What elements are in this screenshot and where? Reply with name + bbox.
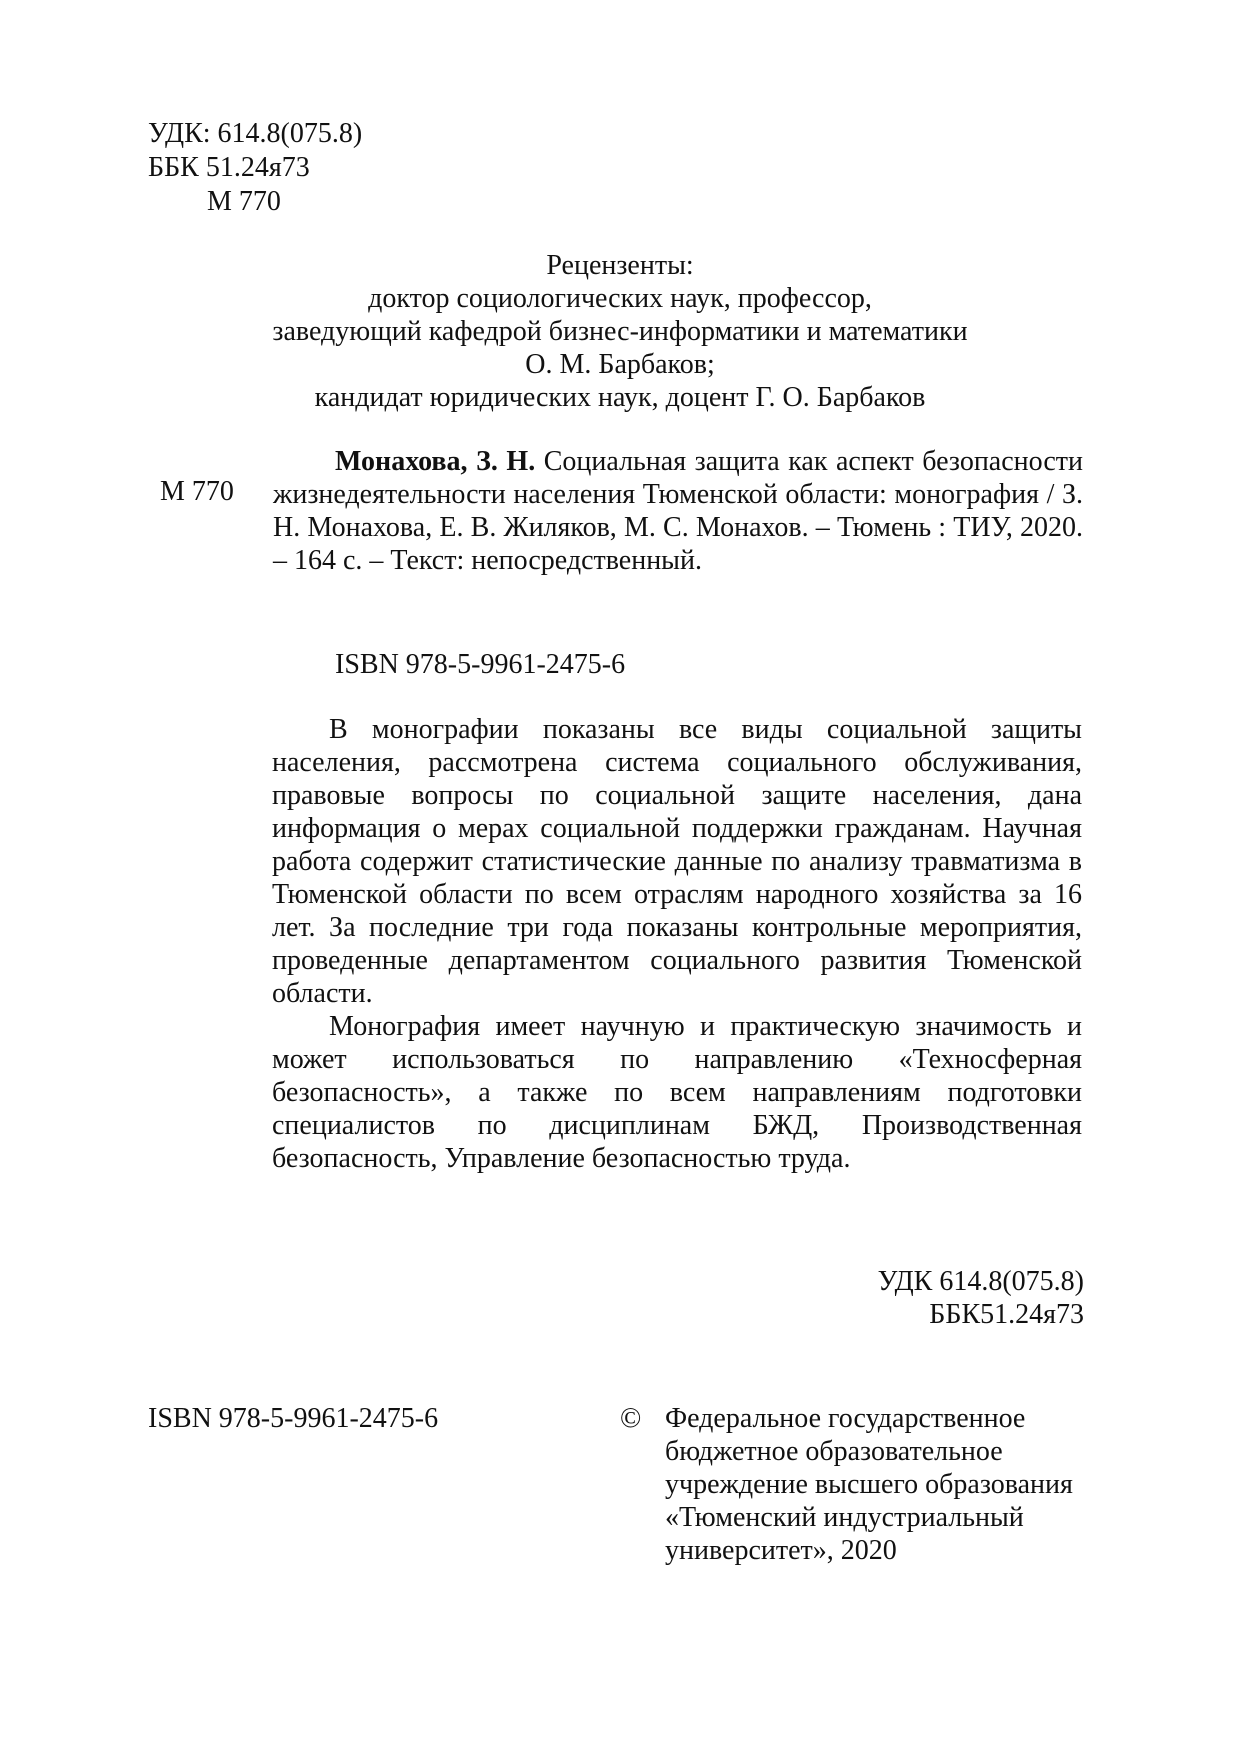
isbn-footer: ISBN 978-5-9961-2475-6: [148, 1403, 439, 1434]
copyright-line: бюджетное образовательное: [665, 1436, 1003, 1467]
udk-code-bottom: УДК 614.8(075.8): [877, 1266, 1084, 1297]
reviewer-line: О. М. Барбаков;: [525, 349, 715, 380]
copyright-line: Федеральное государственное: [665, 1403, 1026, 1434]
bbk-code-bottom: ББК51.24я73: [929, 1299, 1084, 1330]
classification-bottom: [878, 1265, 1084, 1331]
copyright-line: учреждение высшего образования: [665, 1469, 1073, 1500]
isbn-entry: ISBN 978-5-9961-2475-6: [335, 649, 626, 680]
abstract-paragraph: В монографии показаны все виды социальной защиты населения, рассмотрена система социального обслуживания, правовые вопросы по социальной защите населения, дана информация о мерах социальной поддержки гражданам. Научная работа содержит статистические данные по анализу травматизма в Тюменской области по всем отраслям народного хозяйства за 16 лет. За последние три года показаны контрольные мероприятия, проведенные департаментом социального развития Тюменской области.: [272, 714, 1082, 1009]
reviewers-heading: Рецензенты:: [546, 250, 694, 281]
abstract-paragraph: Монография имеет научную и практическую значимость и может использоваться по направлению «Техносферная безопасность», а также по всем направлениям подготовки специалистов по дисциплинам БЖД, Производственная безопасность, Управление безопасностью труда.: [272, 1011, 1082, 1174]
copyright-holder: [665, 1402, 1073, 1567]
bibliographic-description: [273, 445, 1083, 577]
bbk-code-top: ББК 51.24я73: [148, 152, 310, 183]
copyright-icon: ©: [620, 1403, 642, 1434]
book-description: Социальная защита как аспект безопасности жизнедеятельности населения Тюменской области: монография / З. Н. Монахова, Е. В. Жиляков, М. С. Монахов. – Тюмень : ТИУ, 2020. – 164 с. – Текст: непосредственный.: [273, 446, 1083, 576]
abstract: [272, 713, 1082, 1175]
udk-code-top: УДК: 614.8(075.8): [148, 118, 363, 149]
copyright-line: «Тюменский индустриальный: [665, 1502, 1024, 1533]
copyright-line: университет», 2020: [665, 1535, 897, 1566]
author-name: Монахова, З. Н.: [335, 446, 536, 477]
author-sign-top: М 770: [207, 186, 281, 217]
reviewer-line: доктор социологических наук, профессор,: [368, 283, 872, 314]
reviewers-block: [200, 249, 1040, 414]
reviewer-line: заведующий кафедрой бизнес-информатики и математики: [272, 316, 968, 347]
reviewer-line: кандидат юридических наук, доцент Г. О. Барбаков: [314, 382, 926, 413]
author-sign-entry: М 770: [160, 476, 234, 507]
